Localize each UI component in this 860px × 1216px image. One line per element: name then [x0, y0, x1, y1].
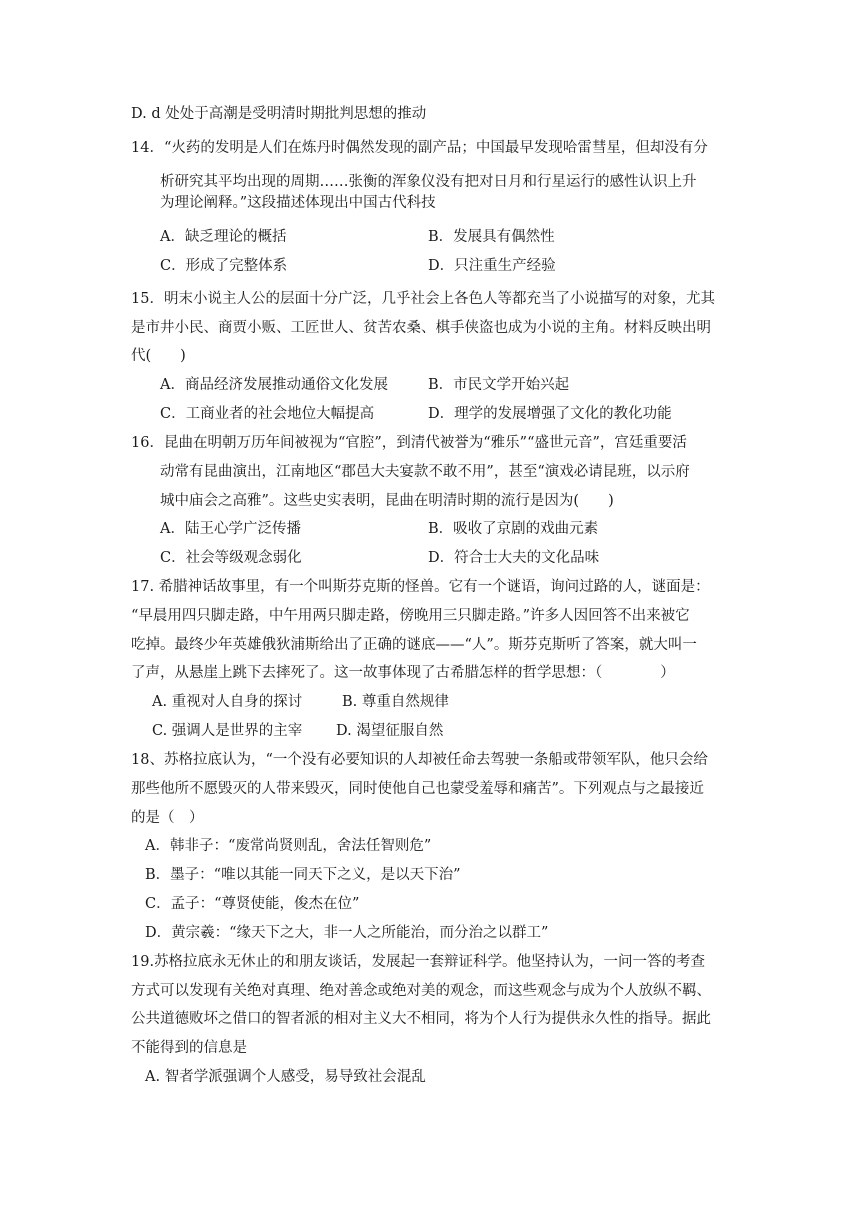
- q17-option-b: B. 尊重自然规律: [342, 694, 449, 710]
- q17-stem-line1: 17. 希腊神话故事里，有一个叫斯芬克斯的怪兽。它有一个谜语，询问过路的人，谜面是：: [131, 579, 710, 595]
- q15-stem-line2: 是市井小民、商贾小贩、工匠世人、贫苦农桑、棋手侠盗也成为小说的主角。材料反映出明: [131, 320, 711, 336]
- q17-option-c: C. 强调人是世界的主宰: [152, 723, 303, 739]
- q16-stem-line3: 城中庙会之高雅”。这些史实表明，昆曲在明清时期的流行是因为( ): [160, 493, 614, 509]
- q19-stem-line4: 不能得到的信息是: [131, 1040, 247, 1056]
- q18-option-b: B．墨子：“唯以其能一同天下之义，是以天下治”: [145, 867, 461, 883]
- q19-stem-line3: 公共道德败坏之借口的智者派的相对主义大不相同，将为个人行为提供永久性的指导。据此: [131, 1011, 711, 1027]
- q16-option-d: D．符合士大夫的文化品味: [428, 550, 600, 566]
- q18-stem-line3: 的是（ ）: [131, 810, 204, 826]
- q14-stem-line1: 14．“火药的发明是人们在炼丹时偶然发现的副产品；中国最早发现哈雷彗星，但却没有分: [131, 140, 708, 156]
- q19-stem-line2: 方式可以发现有关绝对真理、绝对善念或绝对美的观念，而这些观念与成为个人放纵不羁、: [131, 983, 711, 999]
- q16-option-a: A．陆王心学广泛传播: [160, 521, 301, 537]
- q18-stem-line2: 那些他所不愿毁灭的人带来毁灭，同时使他自己也蒙受羞辱和痛苦”。下列观点与之最接近: [131, 781, 704, 797]
- q19-stem-line1: 19.苏格拉底永无休止的和朋友谈话，发展起一套辩证科学。他坚持认为，一问一答的考查: [131, 954, 706, 970]
- q14-option-a: A．缺乏理论的概括: [160, 229, 287, 245]
- q16-option-c: C．社会等级观念弱化: [160, 550, 302, 566]
- q17-stem-line3: 吃掉。最终少年英雄俄狄浦斯给出了正确的谜底——“人”。斯芬克斯听了答案，就大叫一: [131, 637, 697, 653]
- q18-option-a: A．韩非子：“废常尚贤则乱，舍法任智则危”: [145, 838, 432, 854]
- q15-option-c: C．工商业者的社会地位大幅提高: [160, 406, 375, 422]
- q18-option-c: C．孟子：“尊贤使能，俊杰在位”: [145, 896, 360, 912]
- q14-option-c: C．形成了完整体系: [160, 258, 288, 274]
- q15-stem-line1: 15．明末小说主人公的层面十分广泛，几乎社会上各色人等都充当了小说描写的对象，尤其: [131, 291, 715, 307]
- q16-option-b: B．吸收了京剧的戏曲元素: [428, 521, 599, 537]
- q14-stem-line2: 析研究其平均出现的周期……张衡的浑象仪没有把对日月和行星运行的感性认识上升: [160, 174, 697, 190]
- q18-option-d: D．黄宗羲：“缘天下之大，非一人之所能治，而分治之以群工”: [145, 925, 549, 941]
- q17-option-d: D. 渴望征服自然: [336, 723, 444, 739]
- q14-stem-line3: 为理论阐释。”这段描述体现出中国古代科技: [160, 195, 436, 211]
- q15-option-d: D．理学的发展增强了文化的教化功能: [428, 406, 672, 422]
- q17-option-a: A. 重视对人自身的探讨: [152, 694, 303, 710]
- q14-option-b: B．发展具有偶然性: [428, 229, 555, 245]
- q16-stem-line2: 动常有昆曲演出，江南地区“郡邑大夫宴款不敢不用”，甚至“演戏必请昆班，以示府: [160, 464, 690, 480]
- q14-option-d: D．只注重生产经验: [428, 258, 556, 274]
- q18-stem-line1: 18、苏格拉底认为，“一个没有必要知识的人却被任命去驾驶一条船或带领军队，他只会给: [131, 752, 708, 768]
- q13-option-d-tail: D. d 处处于高潮是受明清时期批判思想的推动: [131, 106, 427, 122]
- q17-stem-line4: 了声，从悬崖上跳下去摔死了。这一故事体现了古希腊怎样的哲学思想：（ ）: [131, 665, 675, 681]
- q15-stem-line3: 代( ): [131, 348, 186, 364]
- q15-option-b: B．市民文学开始兴起: [428, 377, 570, 393]
- q19-option-a: A. 智者学派强调个人感受，易导致社会混乱: [145, 1069, 426, 1085]
- q15-option-a: A．商品经济发展推动通俗文化发展: [160, 377, 388, 393]
- q17-stem-line2: “早晨用四只脚走路，中午用两只脚走路，傍晚用三只脚走路。”许多人因回答不出来被它: [131, 608, 690, 624]
- q16-stem-line1: 16．昆曲在明朝万历年间被视为“官腔”，到清代被誉为“雅乐”“盛世元音”，宫廷重要活: [131, 435, 687, 451]
